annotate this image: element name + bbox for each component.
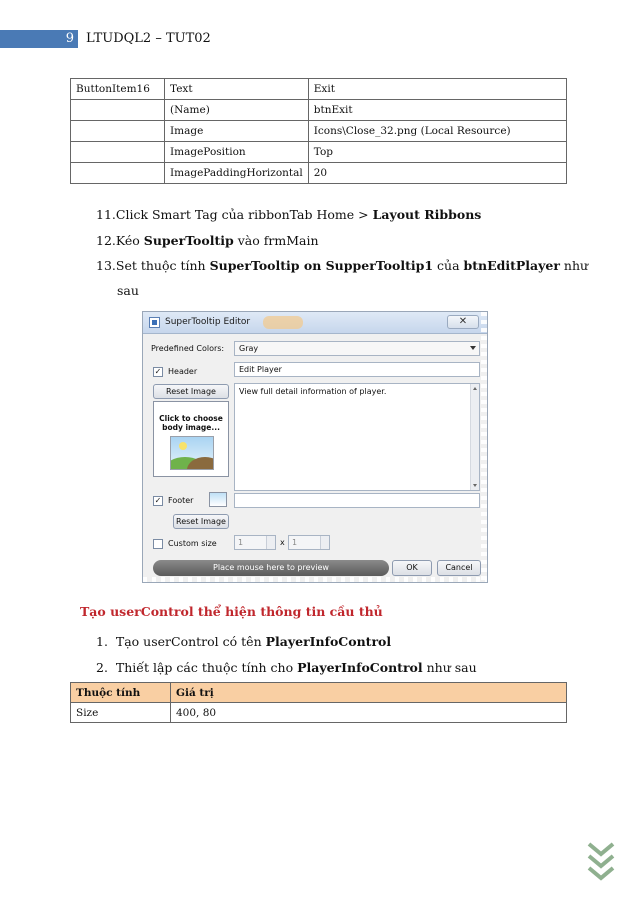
preview-area[interactable]: Place mouse here to preview [153,560,389,576]
size-separator: x [280,538,285,547]
column-header: Thuộc tính [71,683,171,703]
predefined-colors-label: Predefined Colors: [151,344,225,353]
landscape-image-icon [170,436,214,470]
selected-color: Gray [239,344,259,353]
step-bold-text: PlayerInfoControl [297,660,423,675]
step-text: Thiết lập các thuộc tính cho [115,660,298,675]
step-number: 1. [96,634,108,649]
step-bold-text: SuperTooltip on SupperTooltip1 [209,258,434,273]
image-placeholder-line: body image... [162,423,220,432]
table-header-row [71,683,567,703]
step-text: Click Smart Tag của ribbonTab Home > [115,207,373,222]
table-cell: Exit [308,79,566,100]
table-row [71,703,567,723]
step-text: vào frmMain [233,233,319,248]
step-number: 2. [96,660,108,675]
page-number: 9 [65,31,74,46]
step-13 [96,257,588,275]
close-button[interactable] [447,315,479,329]
step-11 [96,206,481,224]
step-number: 13. [96,258,116,273]
table-cell: Icons\Close_32.png (Local Resource) [308,121,566,142]
chevron-down-icon [587,840,615,884]
check-icon: ✓ [154,367,162,376]
footer-checkbox[interactable] [153,496,163,506]
table-cell [71,100,165,121]
properties-table [70,78,567,184]
check-icon: ✓ [154,496,162,505]
body-text: View full detail information of player. [239,387,387,396]
width-value: 1 [238,538,244,547]
table-cell: Top [308,142,566,163]
body-image-picker[interactable] [153,401,229,477]
table-row [71,121,567,142]
dialog-title: SuperTooltip Editor [165,317,251,327]
scrollbar[interactable] [470,384,479,490]
table-cell: btnExit [308,100,566,121]
footer-text-field[interactable] [234,493,480,508]
step-12 [96,232,319,250]
table-cell [71,163,165,184]
step-number: 12. [96,233,116,248]
table-row [71,79,567,100]
spinner-arrows-icon[interactable] [266,536,275,549]
table-cell: Text [165,79,309,100]
ok-button[interactable]: OK [392,560,432,576]
step-bold-text: Layout Ribbons [372,207,482,222]
app-icon [149,317,160,328]
table-cell [71,142,165,163]
document-title: LTUDQL2 – TUT02 [86,31,211,46]
step-text: như [559,258,589,273]
step-13-continuation: sau [117,283,139,298]
header-checkbox-label: Header [168,367,198,376]
dialog-titlebar [143,312,487,334]
body-text-area[interactable] [234,383,480,491]
step-bold-text: btnEditPlayer [463,258,560,273]
header-text-field[interactable]: Edit Player [234,362,480,377]
step-bold-text: SuperTooltip [143,233,234,248]
table-cell: ImagePosition [165,142,309,163]
step-text: như sau [422,660,477,675]
section-heading: Tạo userControl thể hiện thông tin cầu thủ [80,604,383,619]
torn-edge-decoration [143,577,487,582]
image-placeholder-line: Click to choose [159,414,223,423]
width-stepper[interactable] [234,535,276,550]
step-text: Tạo userControl có tên [115,634,266,649]
table-row [71,100,567,121]
section-step-1 [96,633,391,651]
table-cell: ImagePaddingHorizontal [165,163,309,184]
footer-reset-image-button[interactable]: Reset Image [173,514,229,529]
step-bold-text: PlayerInfoControl [265,634,392,649]
table-cell: Image [165,121,309,142]
height-value: 1 [292,538,298,547]
chevron-down-icon [470,346,476,350]
spinner-arrows-icon[interactable] [320,536,329,549]
table-cell: Size [71,703,171,723]
step-number: 11. [96,207,116,222]
titlebar-glow [263,316,303,329]
table-cell: (Name) [165,100,309,121]
custom-size-checkbox[interactable] [153,539,163,549]
close-icon: ✕ [458,316,468,327]
footer-checkbox-label: Footer [168,496,194,505]
image-placeholder-text [154,414,228,432]
table-cell: 400, 80 [171,703,567,723]
step-text: Set thuộc tính [115,258,210,273]
custom-size-label: Custom size [168,539,217,548]
table-cell: 20 [308,163,566,184]
section-step-2 [96,659,477,677]
reset-image-button[interactable]: Reset Image [153,384,229,399]
step-text: Kéo [115,233,144,248]
table-row [71,142,567,163]
torn-edge-decoration [481,312,487,582]
cancel-button[interactable]: Cancel [437,560,481,576]
table-cell [71,121,165,142]
sun-shape [179,442,187,450]
footer-image-icon[interactable] [209,492,227,507]
attribute-table [70,682,567,723]
step-text: của [433,258,464,273]
table-cell: ButtonItem16 [71,79,165,100]
table-row [71,163,567,184]
predefined-colors-select[interactable] [234,341,480,356]
column-header: Giá trị [171,683,567,703]
supertooltip-editor-dialog [142,311,488,583]
header-checkbox[interactable] [153,367,163,377]
height-stepper[interactable] [288,535,330,550]
